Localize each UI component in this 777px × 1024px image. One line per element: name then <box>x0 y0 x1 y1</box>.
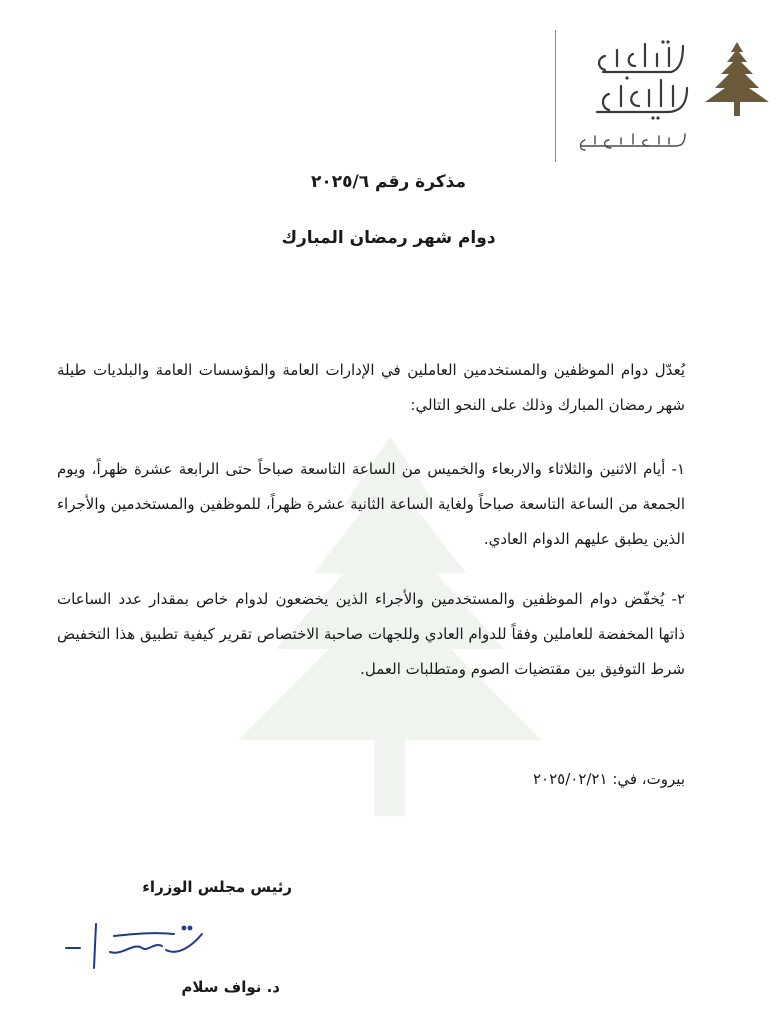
handwritten-signature <box>62 912 222 972</box>
signatory-name: د. نواف سلام <box>181 978 280 996</box>
letterhead-divider <box>555 30 556 162</box>
list-item <box>57 582 685 687</box>
signatory-title: رئيس مجلس الوزراء <box>142 878 292 896</box>
item-text: يُخفّض دوام الموظفين والمستخدمين والأجراء الذين يخضعون لدوام خاص بمقدار عدد الساعات ذاتها المخفضة للعاملين وفقاً للدوام العادي وللجهات صاحبة الاختصاص تقرير كيفية تطبيق هذا التخفيض شرط التوفيق بين مقتضيات الصوم ومتطلبات العمل. <box>57 590 685 678</box>
item-text: أيام الاثنين والثلاثاء والاربعاء والخميس من الساعة التاسعة صباحاً حتى الرابعة عشرة ظهراً، ويوم الجمعة من الساعة التاسعة صباحاً ولغاية الساعة الثانية عشرة ظهراً، للموظفين والمستخدمين والأجراء الذين يطبق عليهم الدوام العادي. <box>57 460 685 548</box>
place-date: بيروت، في: ٢٠٢٥/٠٢/٢١ <box>532 770 685 788</box>
memo-number-title: مذكرة رقم ٢٠٢٥/٦ <box>310 172 467 192</box>
memo-subject: دوام شهر رمضان المبارك <box>281 228 496 248</box>
republic-logo <box>583 36 693 124</box>
letterhead-subtitle <box>571 128 691 154</box>
item-number: ١- <box>671 460 685 478</box>
intro-paragraph: يُعدّل دوام الموظفين والمستخدمين العاملين في الإدارات العامة والمؤسسات العامة والبلديات طيلة شهر رمضان المبارك وذلك على النحو التالي: <box>57 361 685 414</box>
signature-block <box>62 878 292 1008</box>
letterhead <box>555 24 773 164</box>
cedar-emblem-icon <box>701 40 773 120</box>
list-item <box>57 452 685 557</box>
item-number: ٢- <box>671 590 685 608</box>
